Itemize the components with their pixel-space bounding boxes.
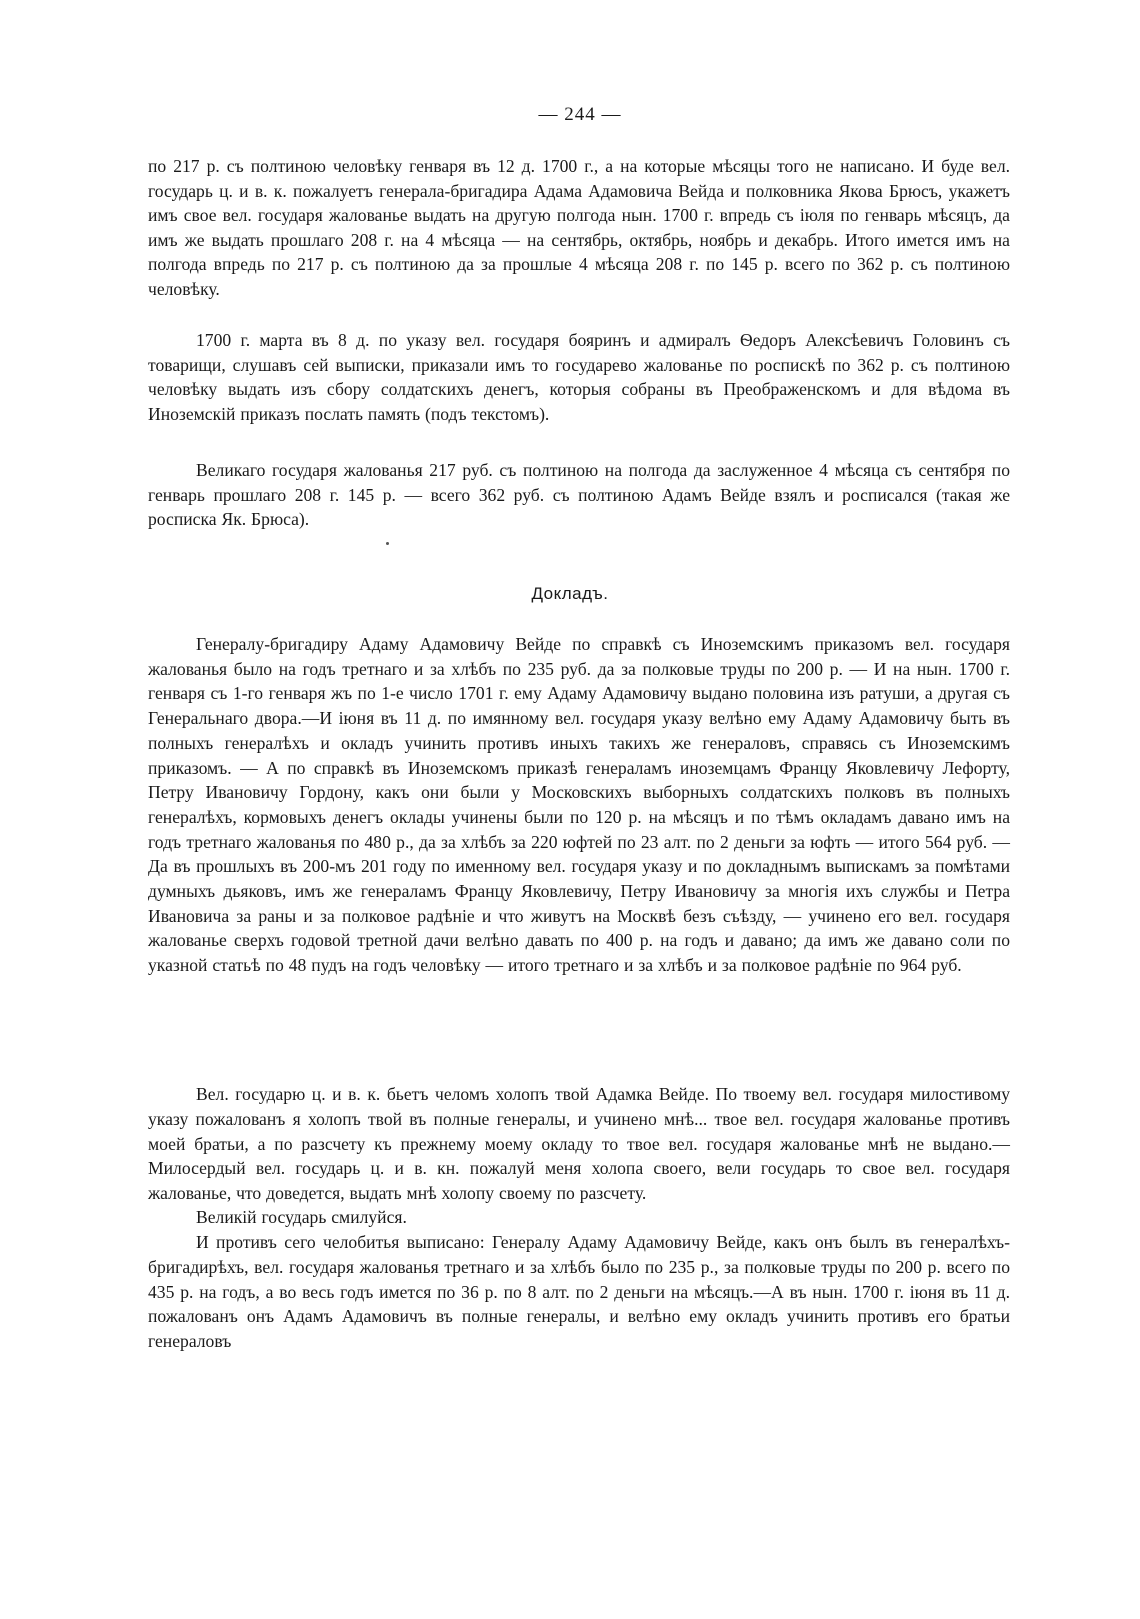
paragraph-text: Генералу-бригадиру Адаму Адамовичу Вейде по справкѣ съ Иноземскимъ приказомъ вел. государя жалованья было на годъ третнаго и за хлѣбъ по 235 руб. да за полковые труды по 200 р. — И на нын. 1700 г. генваря съ 1-го генваря жъ по 1-е число 1701 г. ему Адаму Адамовичу выдано половина изъ ратуши, а другая съ Генеральнаго двора.—И іюня въ 11 д. по имянному вел. государя указу велѣно ему Адаму Адамовичу быть въ полныхъ генералѣхъ и окладъ учинить противъ иныхъ такихъ же генераловъ, справясь съ Иноземскимъ приказомъ. — А по справкѣ въ Иноземскомъ приказѣ генераламъ иноземцамъ Францу Яковлевичу Лефорту, Петру Ивановичу Гордону, какъ они были у Московскихъ выборныхъ солдатскихъ полковъ въ полныхъ генералѣхъ, кормовыхъ денегъ оклады учинены были по 120 р. на мѣсяцъ и по тѣмъ окладамъ давано имъ на годъ третнаго жалованья по 480 р., да за хлѣбъ за 220 юфтей по 23 алт. по 2 деньги за юфть — итого 564 руб. — Да въ прошлыхъ въ 200-мъ 201 году по именному вел. государя указу и по докладнымъ выпискамъ за помѣтами думныхъ дьяковъ, имъ же генераламъ Францу Яковлевичу, Петру Ивановичу за многія ихъ службы и Петра Ивановича за раны и за полковое радѣніе и что живутъ на Москвѣ безъ съѣзду, — учинено его вел. государя жалованье сверхъ годовой третной дачи велѣно давать по 400 р. на годъ и давано; да имъ же давано соли по указной статьѣ по 48 пудъ на годъ человѣку — итого третнаго и за хлѣбъ и за полковое радѣніе по 964 руб. [148,634,1010,976]
paragraph-report [148,632,1010,978]
paragraph-extract [148,1230,1010,1354]
paragraph-continuation [148,154,1010,301]
paragraph-receipt [148,458,1010,532]
paragraph-text: 1700 г. марта въ 8 д. по указу вел. государя бояринъ и адмиралъ Ѳедоръ Алексѣевичъ Головинъ съ товарищи, слушавъ сей выписки, приказали имъ то государево жалованье по роспискѣ по 362 р. съ полтиною человѣку выдать изъ сбору солдатскихъ денегъ, которыя собраны въ Преображенскомъ и для вѣдома въ Иноземскій приказъ послать память (подъ текстомъ). [148,330,1010,425]
paragraph-text: по 217 р. съ полтиною человѣку генваря въ 12 д. 1700 г., а на которые мѣсяцы того не написано. И буде вел. государь ц. и в. к. пожалуетъ генерала-бригадира Адама Адамовича Вейда и полковника Якова Брюсъ, укажетъ имъ свое вел. государя жалованье выдать на другую полгода нын. 1700 г. впредь съ іюля по генварь мѣсяцъ, да имъ же выдать прошлаго 208 г. на 4 мѣсяца — на сентябрь, октябрь, ноябрь и декабрь. Итого имется имъ на полгода впредь по 217 р. съ полтиною да за прошлые 4 мѣсяца 208 г. по 145 р. всего по 362 р. съ полтиною человѣку. [148,156,1010,299]
paragraph-text: Великаго государя жалованья 217 руб. съ полтиною на полгода да заслуженное 4 мѣсяца съ сентября по генварь прошлаго 208 г. 145 р. — всего 362 руб. съ полтиною Адамъ Вейде взялъ и росписался (такая же росписка Як. Брюса). [148,460,1010,529]
paragraph-text: Великій государь смилуйся. [196,1207,407,1227]
section-heading: Докладъ. [531,584,609,603]
paragraph-text: И противъ сего челобитья выписано: Генералу Адаму Адамовичу Вейде, какъ онъ былъ въ генералѣхъ-бригадирѣхъ, вел. государя жалованья третнаго и за хлѣбъ было по 235 р., за полковые труды по 200 р. всего по 435 р. на годъ, а во весь годъ имется по 36 р. по 8 алт. по 2 деньги на мѣсяцъ.—А въ нын. 1700 г. іюня въ 11 д. пожалованъ онъ Адамъ Адамовичъ въ полные генералы, и велѣно ему окладъ учинить противъ его братьи генераловъ [148,1232,1010,1352]
paragraph-plea [148,1205,1010,1229]
paragraph-text: Вел. государю ц. и в. к. бьетъ челомъ холопъ твой Адамка Вейде. По твоему вел. государя милостивому указу пожалованъ я холопъ твой въ полные генералы, и учинено мнѣ... твое вел. государя жалованье противъ моей братьи, а по разсчету къ прежнему моему окладу то твое вел. государя жалованье мнѣ не выдано.—Милосердый вел. государь ц. и в. кн. пожалуй меня холопа своего, вели государь то свое вел. государя жалованье, что доведется, выдать мнѣ холопу своему по разсчету. [148,1084,1010,1204]
paragraph-petition [148,1082,1010,1206]
page-number: — 244 — [538,104,622,125]
print-speck [386,542,389,545]
paragraph-resolution [148,328,1010,427]
